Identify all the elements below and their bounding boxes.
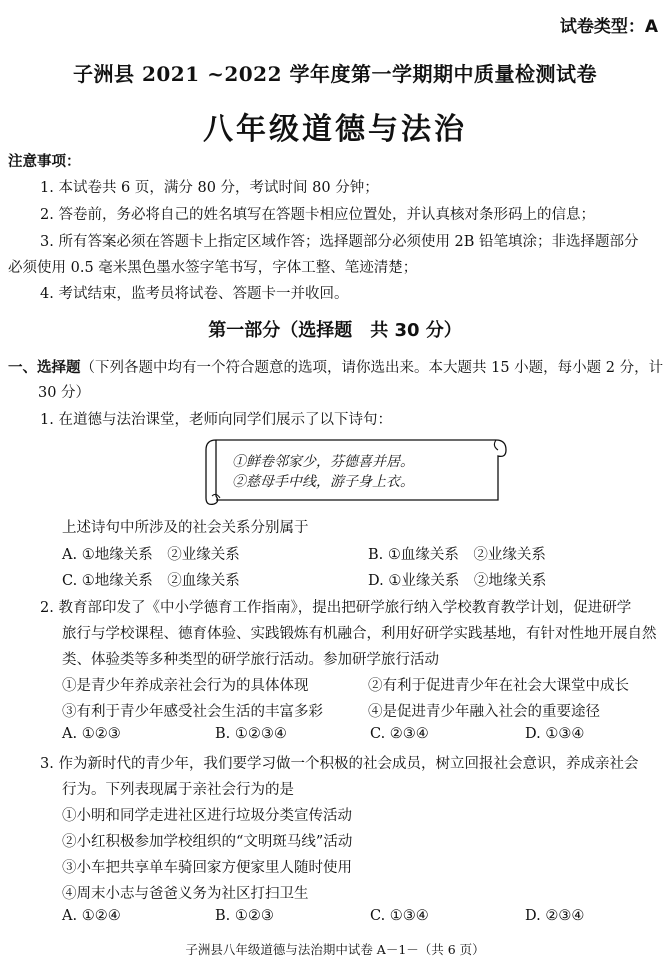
q2-option-c: C. ②③④ xyxy=(370,726,429,742)
q1-option-c: C. ①地缘关系 ②血缘关系 xyxy=(62,573,240,589)
q3-stem-line: 行为。下列表现属于亲社会行为的是 xyxy=(62,782,294,798)
section-desc: （下列各题中均有一个符合题意的选项，请你选出来。本大题共 15 小题，每小题 2 分，计 xyxy=(80,360,664,376)
q2-option-b: B. ①②③④ xyxy=(215,726,287,742)
section-intro xyxy=(8,356,663,377)
paper-type-label: 试卷类型：A xyxy=(559,17,658,37)
q2-option-d: D. ①③④ xyxy=(525,726,585,742)
q3-option-a: A. ①②④ xyxy=(62,908,121,924)
q3-statement: ③小车把共享单车骑回家方便家里人随时使用 xyxy=(62,860,352,876)
q1-option-a: A. ①地缘关系 ②业缘关系 xyxy=(62,547,240,563)
notice-item: 1. 本试卷共 6 页，满分 80 分，考试时间 80 分钟； xyxy=(40,180,379,196)
q2-statement: ②有利于促进青少年在社会大课堂中成长 xyxy=(368,678,629,694)
q3-option-d: D. ②③④ xyxy=(525,908,585,924)
notice-item: 必须使用 0.5 毫米黑色墨水签字笔书写，字体工整、笔迹清楚； xyxy=(8,260,418,276)
section-desc-cont: 30 分） xyxy=(38,385,91,401)
q1-stem: 1. 在道德与法治课堂，老师向同学们展示了以下诗句： xyxy=(40,412,392,428)
q1-option-d: D. ①业缘关系 ②地缘关系 xyxy=(368,573,547,589)
q3-option-b: B. ①②③ xyxy=(215,908,274,924)
q1-option-b: B. ①血缘关系 ②业缘关系 xyxy=(368,547,546,563)
q3-stem-line: 3. 作为新时代的青少年，我们要学习做一个积极的社会成员，树立回报社会意识，养成亲社会 xyxy=(40,756,639,772)
notice-heading: 注意事项： xyxy=(8,154,81,170)
page-footer: 子洲县八年级道德与法治期中试卷 A－1－（共 6 页） xyxy=(185,942,485,957)
section-label: 一、选择题 xyxy=(8,360,81,376)
part-title: 第一部分（选择题 共 30 分） xyxy=(208,320,462,341)
q3-statement: ①小明和同学走进社区进行垃圾分类宣传活动 xyxy=(62,808,352,824)
poem-line: ②慈母手中线，游子身上衣。 xyxy=(232,474,414,490)
poem-text xyxy=(232,452,414,492)
q2-statement: ①是青少年养成亲社会行为的具体体现 xyxy=(62,678,309,694)
poem-line: ①鲜卷邻家少，芬德喜并居。 xyxy=(232,454,414,470)
q3-statement: ④周末小志与爸爸义务为社区打扫卫生 xyxy=(62,886,309,902)
q3-statement: ②小红积极参加学校组织的“文明斑马线”活动 xyxy=(62,834,353,850)
q2-option-a: A. ①②③ xyxy=(62,726,121,742)
notice-item: 2. 答卷前，务必将自己的姓名填写在答题卡相应位置处，并认真核对条形码上的信息； xyxy=(40,207,595,223)
q2-statement: ③有利于青少年感受社会生活的丰富多彩 xyxy=(62,704,323,720)
subject-title: 八年级道德与法治 xyxy=(203,112,467,147)
notice-item: 3. 所有答案必须在答题卡上指定区域作答；选择题部分必须使用 2B 铅笔填涂；非选择题部分 xyxy=(40,234,639,250)
q2-statement: ④是促进青少年融入社会的重要途径 xyxy=(368,704,600,720)
q2-stem-line: 类、体验类等多种类型的研学旅行活动。参加研学旅行活动 xyxy=(62,652,439,668)
notice-item: 4. 考试结束，监考员将试卷、答题卡一并收回。 xyxy=(40,286,349,302)
q3-option-c: C. ①③④ xyxy=(370,908,429,924)
q2-stem-line: 旅行与学校课程、德育体验、实践锻炼有机融合，利用好研学实践基地，有针对性地开展自然 xyxy=(62,626,657,642)
exam-title: 子洲县 2021 ~2022 学年度第一学期期中质量检测试卷 xyxy=(73,62,597,86)
q2-stem-line: 2. 教育部印发了《中小学德育工作指南》，提出把研学旅行纳入学校教育教学计划，促进研学 xyxy=(40,600,632,616)
q1-prompt: 上述诗句中所涉及的社会关系分别属于 xyxy=(62,520,309,536)
